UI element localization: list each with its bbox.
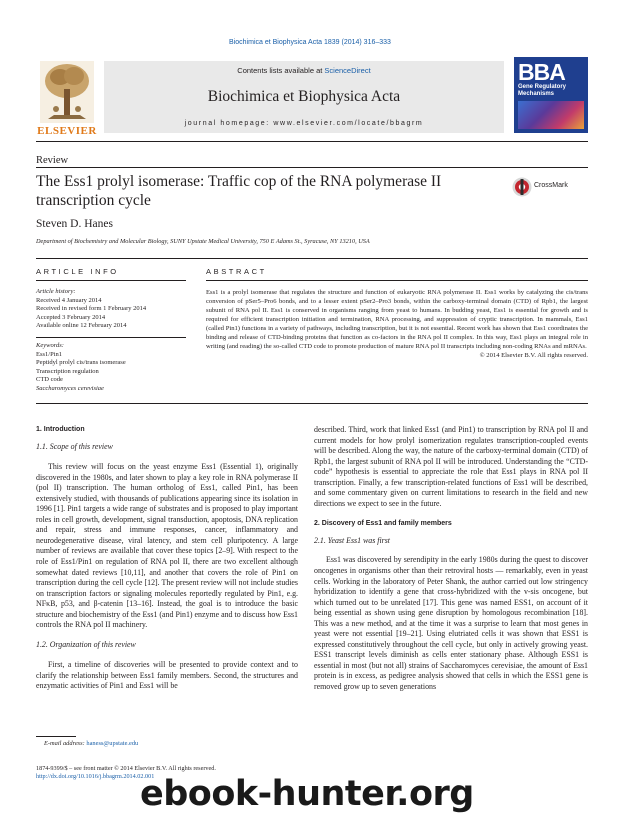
journal-homepage[interactable]: journal homepage: www.elsevier.com/locate/bbagrm	[184, 120, 424, 127]
journal-citation-link[interactable]: Biochimica et Biophysica Acta 1839 (2014) 316–333	[229, 39, 391, 46]
abstract-text: Ess1 is a prolyl isomerase that regulates the structure and function of eukaryotic RNA polymerase II. Ess1 works by catalyzing the cis/trans conversion of pSer5–Pro6 bonds, and to a lesser extent pSer2–Pro3 bonds, within the carboxy-terminal domain (CTD) of Rpb1, the largest subunit of RNA pol II. Ess1 is conserved in organisms ranging from yeast to humans. In budding yeast, Ess1 is essential for growth and is required for efficient transcription initiation and termination, RNA processing, and suppression of cryptic transcription. In mammals, Ess1 (called Pin1) functions in a variety of pathways, including transcription, but it is not essential. Recent work has shown that Ess1 coordinates the binding and release of CTD-binding proteins that function as co-factors in the RNA pol II complex. In this way, Ess1 plays an integral role in writing (and reading) the so-called CTD code to promote production of mature RNA pol II transcripts including non-coding RNAs and mRNAs.	[206, 289, 588, 351]
elsevier-logo	[36, 61, 96, 137]
body-paragraph: First, a timeline of discoveries will be presented to provide context and to clarify the relationship between Ess1 family members. Second, the structures and enzymatic activities of Pin1 and Ess1 will be	[36, 660, 298, 691]
history-item: Received in revised form 1 February 2014	[36, 305, 147, 313]
divider	[36, 280, 186, 281]
crossmark-icon	[512, 177, 532, 197]
sciencedirect-link[interactable]: ScienceDirect	[324, 66, 371, 75]
keyword-item: Transcription regulation	[36, 367, 99, 375]
body-right-column	[314, 425, 588, 693]
divider	[36, 167, 588, 168]
cover-title: BBA	[518, 59, 565, 85]
keyword-item: Peptidyl prolyl cis/trans isomerase	[36, 359, 126, 367]
author-email	[44, 740, 138, 747]
journal-banner	[104, 61, 504, 133]
issn-line: 1874-9399/$ – see front matter © 2014 Elsevier B.V. All rights reserved.	[36, 765, 216, 772]
journal-cover	[514, 57, 588, 133]
cover-image	[518, 101, 584, 129]
article-title: The Ess1 prolyl isomerase: Traffic cop of the RNA polymerase II transcription cycle	[36, 173, 442, 209]
email-label: E-mail address:	[44, 740, 87, 747]
divider	[36, 403, 588, 404]
crossmark-badge[interactable]	[512, 177, 602, 197]
body-paragraph: This review will focus on the yeast enzyme Ess1 (Essential 1), originally discovered in the 1980s, and later shown to play a key role in RNA polymerase II (pol II) transcription. The human ortholog of Ess1, called Pin1, has been extensively studied, with thousands of publications appearing since its isolation in 1996 [1]. Pin1 targets a wide range of substrates and is proposed to play important roles in cell growth, development, signal transduction, apoptosis, DNA replication and repair, stress and immune responses, cancer, inflammatory and neurodegenerative disease, viral latency, and stem cell pluripotency. A large number of reviews are available that cover these topics [2–9]. With respect to the role of Ess1/Pin1 on regulation of RNA pol II, there are two excellent although somewhat dated reviews [10,11], and another that covers the role of Pin1 on transcription during the cell cycle [12]. The present review will not include studies on transcription factors or signaling molecules reportedly regulated by Pin1, e.g. NFκB, p53, and β-catenin [13–16]. Instead, the goal is to introduce the basic structure and biochemistry of the Ess1 (and Pin1) enzyme and to discuss how Ess1 controls the RNA pol II machinery.	[36, 462, 298, 630]
elsevier-tree-icon	[40, 61, 94, 123]
contents-line	[104, 66, 504, 75]
keyword-item: CTD code	[36, 376, 63, 384]
abstract-copyright: © 2014 Elsevier B.V. All rights reserved.	[479, 352, 588, 360]
body-paragraph: described. Third, work that linked Ess1 (and Pin1) to transcription by RNA pol II and current models for how prolyl isomerization regulates transcription-coupled events will be described. Along the way, the nature of the carboxy-terminal domain (CTD) of Rpb1, the largest subunit of RNA pol II will be introduced. Understanding the “CTD-code” hypothesis is essential to appreciate the role that Ess1 plays in RNA pol II transcription. Finally, a few transcription-related functions of Ess1 will be described, and some commentary given on current limitations to research in the field and new directions we expect to see in the future.	[314, 425, 588, 508]
history-item: Available online 12 February 2014	[36, 322, 127, 330]
subsection-heading: 1.2. Organization of this review	[36, 639, 136, 649]
journal-title: Biochimica et Biophysica Acta	[207, 88, 401, 105]
divider	[36, 258, 588, 259]
email-link[interactable]: haness@upstate.edu	[86, 740, 139, 747]
divider	[206, 280, 588, 281]
history-item: Accepted 3 February 2014	[36, 313, 106, 321]
footnote-divider	[36, 736, 76, 737]
history-label: Article history:	[36, 288, 76, 295]
keywords-label: Keywords:	[36, 341, 64, 349]
article-info	[36, 288, 186, 394]
section-heading: 2. Discovery of Ess1 and family members	[314, 520, 452, 528]
contents-prefix: Contents lists available at	[237, 66, 325, 75]
article-info-heading: ARTICLE INFO	[36, 267, 119, 276]
journal-header	[36, 57, 588, 142]
section-heading: 1. Introduction	[36, 426, 85, 433]
divider	[36, 337, 186, 338]
cover-subtitle: Gene Regulatory Mechanisms	[518, 84, 567, 97]
subsection-heading: 1.1. Scope of this review	[36, 441, 113, 451]
keyword-item: Ess1/Pin1	[36, 350, 63, 358]
subsection-heading: 2.1. Yeast Ess1 was first	[314, 535, 391, 545]
article-type: Review	[36, 155, 69, 166]
author-name: Steven D. Hanes	[36, 218, 113, 230]
history-item: Received 4 January 2014	[36, 296, 102, 304]
keyword-item: Saccharomyces cerevisiae	[36, 384, 104, 392]
crossmark-label: CrossMark	[534, 182, 568, 189]
abstract-heading: ABSTRACT	[206, 267, 267, 276]
body-left-column	[36, 425, 298, 692]
watermark: ebook-hunter.org	[140, 774, 474, 814]
abstract-body	[206, 288, 588, 360]
publisher-name: ELSEVIER	[37, 125, 97, 137]
body-paragraph: Ess1 was discovered by serendipity in the early 1980s during the quest to discover oncogenes in organisms other than their retroviral hosts — remarkably, even in yeast cells. Working in the laboratory of Peter Shank, the author carried out low stringency hybridization to identify a gene that cross-hybridized with the v-sis oncogene, but which turned out to be unrelated [17]. This gene was named ESS1, on account of it being essential as shown using gene disruption by homologous recombination [18]. This was a new method, and at the time it was a surprise to learn that most genes in yeast were not essential [19–21]. Using elutriated cells it was shown that ESS1 is expressed constitutively throughout the cell cycle, but only in actively growing yeast. ESS1 transcript levels diminish as cells enter stationary phase. Although ESS1 is essential in most (but not all) strains of Saccharomyces cerevisiae, the amount of Ess1 protein is in excess, as pedigree analysis showed that cells in which the ESS1 gene is removed grow up to seven generations	[314, 555, 588, 692]
author-affiliation: Department of Biochemistry and Molecular Biology, SUNY Upstate Medical University, 750 E Adams St., Syracuse, NY 13210, USA	[36, 238, 370, 245]
doi-link[interactable]: http://dx.doi.org/10.1016/j.bbagrm.2014.02.001	[36, 773, 155, 780]
